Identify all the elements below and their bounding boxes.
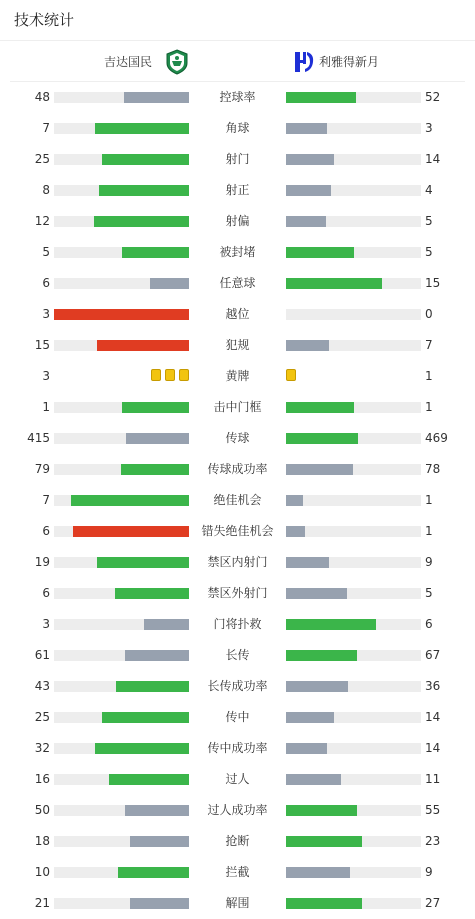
away-value: 5 xyxy=(425,586,433,600)
home-bar-track xyxy=(54,433,189,444)
home-bar-fill xyxy=(150,278,189,289)
away-bar-track xyxy=(286,92,421,103)
home-bar-track xyxy=(54,681,189,692)
away-bar-track xyxy=(286,681,421,692)
away-value: 0 xyxy=(425,307,433,321)
stat-label: 门将扑救 xyxy=(213,617,262,631)
home-bar-track xyxy=(54,557,189,568)
away-value: 55 xyxy=(425,803,441,817)
home-value: 48 xyxy=(34,90,50,104)
away-bar-fill xyxy=(286,619,376,630)
stat-row xyxy=(0,175,475,206)
stat-label: 控球率 xyxy=(219,90,256,104)
yellow-card-icon xyxy=(151,369,161,381)
stat-label: 传中成功率 xyxy=(207,741,268,755)
away-bar-fill xyxy=(286,123,327,134)
home-value: 25 xyxy=(34,152,50,166)
home-yellow-cards xyxy=(151,369,189,381)
away-value: 14 xyxy=(425,152,441,166)
home-bar-fill xyxy=(130,898,189,909)
away-value: 1 xyxy=(425,400,433,414)
stat-row xyxy=(0,361,475,392)
stat-label: 传球成功率 xyxy=(207,462,268,476)
away-bar-fill xyxy=(286,588,347,599)
home-bar-track xyxy=(54,154,189,165)
stat-label: 击中门框 xyxy=(213,400,262,414)
away-bar-track xyxy=(286,123,421,134)
yellow-card-icon xyxy=(179,369,189,381)
home-value: 3 xyxy=(42,307,50,321)
away-bar-fill xyxy=(286,340,329,351)
away-bar-track xyxy=(286,216,421,227)
home-bar-fill xyxy=(94,216,189,227)
home-bar-track xyxy=(54,650,189,661)
away-bar-track xyxy=(286,185,421,196)
stat-label: 拦截 xyxy=(225,865,250,879)
home-value: 10 xyxy=(34,865,50,879)
stat-row xyxy=(0,609,475,640)
stat-row xyxy=(0,206,475,237)
stat-label: 长传 xyxy=(225,648,250,662)
stat-label: 错失绝佳机会 xyxy=(201,524,274,538)
stat-row xyxy=(0,299,475,330)
home-value: 25 xyxy=(34,710,50,724)
away-bar-track xyxy=(286,433,421,444)
stat-label: 禁区内射门 xyxy=(207,555,268,569)
home-bar-fill xyxy=(116,681,189,692)
home-bar-fill xyxy=(97,340,189,351)
away-bar-fill xyxy=(286,774,341,785)
away-value: 1 xyxy=(425,369,433,383)
home-bar-fill xyxy=(73,526,189,537)
home-team-logo-icon xyxy=(165,49,189,75)
away-value: 9 xyxy=(425,865,433,879)
away-bar-track xyxy=(286,464,421,475)
away-bar-fill xyxy=(286,743,327,754)
home-bar-track xyxy=(54,123,189,134)
stat-label: 越位 xyxy=(225,307,250,321)
away-bar-track xyxy=(286,774,421,785)
home-bar-fill xyxy=(125,650,189,661)
stat-label: 过人成功率 xyxy=(207,803,268,817)
home-bar-track xyxy=(54,743,189,754)
away-bar-fill xyxy=(286,867,350,878)
stat-label: 传中 xyxy=(225,710,250,724)
home-bar-track xyxy=(54,712,189,723)
away-value: 23 xyxy=(425,834,441,848)
home-bar-fill xyxy=(102,154,189,165)
away-value: 5 xyxy=(425,245,433,259)
away-value: 78 xyxy=(425,462,441,476)
home-bar-fill xyxy=(130,836,189,847)
away-value: 9 xyxy=(425,555,433,569)
stat-label: 犯规 xyxy=(225,338,250,352)
away-bar-fill xyxy=(286,433,358,444)
away-bar-fill xyxy=(286,681,348,692)
stat-row xyxy=(0,237,475,268)
away-bar-track xyxy=(286,805,421,816)
away-bar-fill xyxy=(286,402,354,413)
stat-label: 角球 xyxy=(225,121,250,135)
away-bar-track xyxy=(286,402,421,413)
home-value: 8 xyxy=(42,183,50,197)
home-bar-fill xyxy=(126,433,189,444)
away-bar-fill xyxy=(286,805,357,816)
away-value: 14 xyxy=(425,741,441,755)
away-bar-track xyxy=(286,154,421,165)
away-value: 1 xyxy=(425,493,433,507)
home-value: 50 xyxy=(34,803,50,817)
home-value: 16 xyxy=(34,772,50,786)
away-value: 3 xyxy=(425,121,433,135)
home-bar-fill xyxy=(95,743,189,754)
stat-label: 禁区外射门 xyxy=(207,586,268,600)
stat-row xyxy=(0,547,475,578)
home-value: 15 xyxy=(34,338,50,352)
home-bar-track xyxy=(54,867,189,878)
stat-label: 解围 xyxy=(225,896,250,910)
home-bar-track xyxy=(54,619,189,630)
away-bar-track xyxy=(286,867,421,878)
home-bar-fill xyxy=(71,495,189,506)
home-value: 6 xyxy=(42,524,50,538)
home-bar-track xyxy=(54,774,189,785)
stat-row xyxy=(0,392,475,423)
home-value: 415 xyxy=(27,431,50,445)
home-bar-track xyxy=(54,805,189,816)
stat-label: 传球 xyxy=(225,431,250,445)
away-value: 27 xyxy=(425,896,441,910)
stat-row xyxy=(0,578,475,609)
home-bar-track xyxy=(54,402,189,413)
away-bar-fill xyxy=(286,216,326,227)
home-bar-fill xyxy=(122,247,190,258)
home-value: 21 xyxy=(34,896,50,910)
stat-row xyxy=(0,795,475,826)
home-bar-track xyxy=(54,216,189,227)
away-value: 1 xyxy=(425,524,433,538)
stat-row xyxy=(0,330,475,361)
home-bar-fill xyxy=(144,619,189,630)
stat-row xyxy=(0,113,475,144)
stat-row xyxy=(0,268,475,299)
away-bar-fill xyxy=(286,836,362,847)
home-value: 5 xyxy=(42,245,50,259)
home-bar-track xyxy=(54,464,189,475)
stat-row xyxy=(0,733,475,764)
away-value: 52 xyxy=(425,90,441,104)
away-bar-fill xyxy=(286,557,329,568)
away-value: 36 xyxy=(425,679,441,693)
stat-row xyxy=(0,857,475,888)
home-bar-track xyxy=(54,278,189,289)
home-value: 6 xyxy=(42,276,50,290)
home-bar-track xyxy=(54,185,189,196)
away-bar-track xyxy=(286,526,421,537)
away-value: 11 xyxy=(425,772,441,786)
stat-label: 黄牌 xyxy=(225,369,250,383)
team-header xyxy=(10,41,465,82)
home-bar-fill xyxy=(109,774,189,785)
home-bar-track xyxy=(54,309,189,320)
away-bar-fill xyxy=(286,650,357,661)
stat-row xyxy=(0,454,475,485)
stat-row xyxy=(0,702,475,733)
home-value: 3 xyxy=(42,617,50,631)
stats-list xyxy=(0,82,475,919)
stat-label: 绝佳机会 xyxy=(213,493,262,507)
stat-row xyxy=(0,144,475,175)
home-value: 32 xyxy=(34,741,50,755)
yellow-card-icon xyxy=(165,369,175,381)
home-value: 12 xyxy=(34,214,50,228)
home-value: 1 xyxy=(42,400,50,414)
stat-label: 射偏 xyxy=(225,214,250,228)
home-bar-fill xyxy=(115,588,189,599)
stat-label: 被封堵 xyxy=(219,245,256,259)
away-team-logo-icon xyxy=(292,50,316,74)
home-bar-track xyxy=(54,340,189,351)
away-bar-fill xyxy=(286,712,334,723)
away-bar-fill xyxy=(286,185,331,196)
away-bar-fill xyxy=(286,495,303,506)
home-bar-track xyxy=(54,92,189,103)
stat-label: 过人 xyxy=(225,772,250,786)
away-yellow-cards xyxy=(286,369,296,381)
away-bar-fill xyxy=(286,247,354,258)
away-bar-fill xyxy=(286,898,362,909)
stat-row xyxy=(0,516,475,547)
home-value: 61 xyxy=(34,648,50,662)
home-bar-fill xyxy=(95,123,190,134)
home-bar-track xyxy=(54,898,189,909)
stat-label: 任意球 xyxy=(219,276,256,290)
home-value: 7 xyxy=(42,493,50,507)
stat-label: 射正 xyxy=(225,183,250,197)
home-bar-fill xyxy=(102,712,189,723)
stat-label: 长传成功率 xyxy=(207,679,268,693)
away-bar-fill xyxy=(286,278,382,289)
home-value: 79 xyxy=(34,462,50,476)
home-bar-track xyxy=(54,526,189,537)
stat-label: 抢断 xyxy=(225,834,250,848)
page-title: 技术统计 xyxy=(0,0,475,41)
away-value: 7 xyxy=(425,338,433,352)
away-bar-fill xyxy=(286,464,353,475)
home-bar-fill xyxy=(121,464,189,475)
home-bar-fill xyxy=(99,185,189,196)
stat-row xyxy=(0,764,475,795)
home-bar-fill xyxy=(54,309,189,320)
away-bar-track xyxy=(286,836,421,847)
home-bar-track xyxy=(54,247,189,258)
away-value: 5 xyxy=(425,214,433,228)
home-bar-fill xyxy=(118,867,189,878)
home-value: 6 xyxy=(42,586,50,600)
away-value: 4 xyxy=(425,183,433,197)
home-bar-fill xyxy=(125,805,189,816)
stat-row xyxy=(0,640,475,671)
home-bar-track xyxy=(54,495,189,506)
stat-row xyxy=(0,826,475,857)
away-team-name: 利雅得新月 xyxy=(319,55,380,69)
away-bar-track xyxy=(286,588,421,599)
away-bar-track xyxy=(286,495,421,506)
away-bar-track xyxy=(286,557,421,568)
away-value: 67 xyxy=(425,648,441,662)
home-bar-fill xyxy=(124,92,189,103)
home-value: 43 xyxy=(34,679,50,693)
away-bar-track xyxy=(286,898,421,909)
away-bar-track xyxy=(286,309,421,320)
home-team-name: 吉达国民 xyxy=(103,55,152,69)
away-bar-fill xyxy=(286,526,305,537)
stat-row xyxy=(0,423,475,454)
away-value: 6 xyxy=(425,617,433,631)
away-bar-track xyxy=(286,743,421,754)
away-value: 469 xyxy=(425,431,448,445)
away-bar-track xyxy=(286,278,421,289)
away-bar-fill xyxy=(286,92,356,103)
away-bar-track xyxy=(286,340,421,351)
away-bar-track xyxy=(286,650,421,661)
home-value: 18 xyxy=(34,834,50,848)
stat-row xyxy=(0,82,475,113)
home-bar-track xyxy=(54,588,189,599)
home-bar-fill xyxy=(122,402,190,413)
away-bar-track xyxy=(286,619,421,630)
home-bar-fill xyxy=(97,557,189,568)
home-value: 7 xyxy=(42,121,50,135)
away-bar-track xyxy=(286,247,421,258)
stat-row xyxy=(0,485,475,516)
away-bar-fill xyxy=(286,154,334,165)
away-bar-track xyxy=(286,712,421,723)
away-value: 15 xyxy=(425,276,441,290)
home-value: 3 xyxy=(42,369,50,383)
home-value: 19 xyxy=(34,555,50,569)
yellow-card-icon xyxy=(286,369,296,381)
home-bar-track xyxy=(54,836,189,847)
away-value: 14 xyxy=(425,710,441,724)
stat-label: 射门 xyxy=(225,152,250,166)
stat-row xyxy=(0,888,475,919)
stat-row xyxy=(0,671,475,702)
